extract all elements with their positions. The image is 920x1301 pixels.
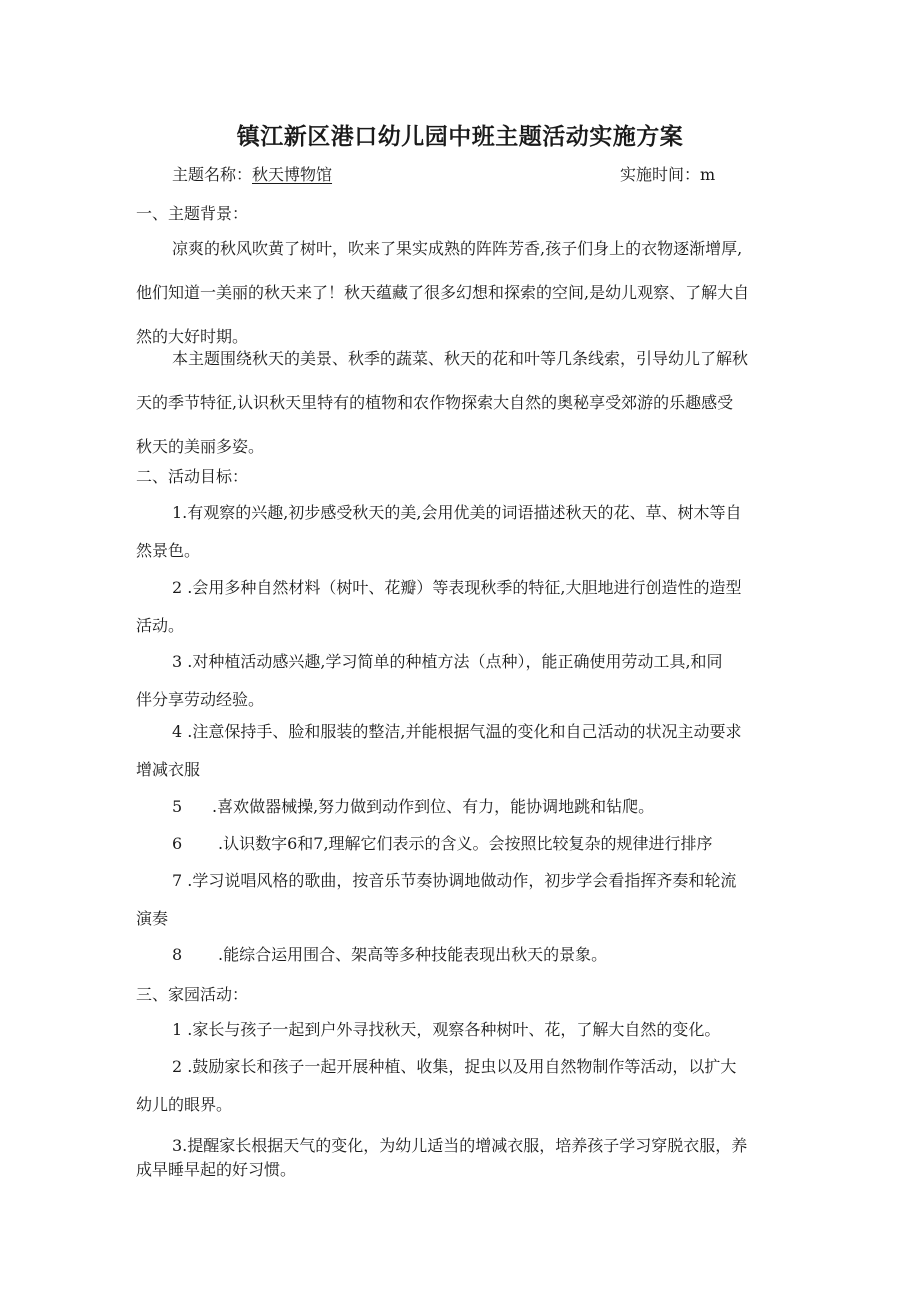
paragraph-line: 幼儿的眼界。	[136, 1095, 233, 1114]
theme-name-label: 主题名称：	[172, 165, 253, 184]
paragraph-line: 然景色。	[136, 541, 201, 560]
paragraph-line: 7 .学习说唱风格的歌曲，按音乐节奏协调地做动作，初步学会看指挥齐奏和轮流	[172, 871, 737, 890]
section-heading-goals: 二、活动目标：	[136, 467, 249, 486]
goal-item-3	[136, 651, 792, 711]
background-paragraph-2	[136, 348, 792, 458]
paragraph-line: 然的大好时期。	[136, 327, 249, 346]
section-heading-home: 三、家园活动：	[136, 985, 249, 1004]
paragraph-line: .能综合运用围合、架高等多种技能表现出秋天的景象。	[218, 945, 608, 964]
section-heading-background: 一、主题背景：	[136, 204, 249, 223]
theme-name-row	[172, 164, 332, 186]
paragraph-line: 秋天的美丽多姿。	[136, 437, 265, 456]
home-item-1	[136, 1019, 792, 1041]
paragraph-line: .认识数字6和7,理解它们表示的含义。会按照比较复杂的规律进行排序	[218, 834, 713, 853]
goal-item-1	[136, 502, 792, 562]
paragraph-line: 演奏	[136, 909, 169, 928]
item-number: 5	[172, 797, 183, 816]
goal-item-5	[136, 796, 792, 818]
paragraph-line: 3.提醒家长根据天气的变化，为幼儿适当的增减衣服，培养孩子学习穿脱衣服，养	[172, 1136, 748, 1155]
background-paragraph-1	[136, 238, 792, 348]
paragraph-line: 成早睡早起的好习惯。	[136, 1160, 297, 1179]
paragraph-line: 3 .对种植活动感兴趣,学习简单的种植方法（点种），能正确使用劳动工具,和同	[172, 652, 723, 671]
paragraph-line: 2 .会用多种自然材料（树叶、花瓣）等表现秋季的特征,大胆地进行创造性的造型	[172, 578, 742, 597]
item-number: 6	[172, 834, 183, 853]
paragraph-line: 1 .家长与孩子一起到户外寻找秋天，观察各种树叶、花，了解大自然的变化。	[172, 1020, 721, 1039]
paragraph-line: 2 .鼓励家长和孩子一起开展种植、收集，捉虫以及用自然物制作等活动，以扩大	[172, 1057, 737, 1076]
goal-item-8	[136, 944, 792, 966]
goal-item-2	[136, 577, 792, 637]
document-title: 镇江新区港口幼儿园中班主题活动实施方案	[236, 124, 684, 150]
goal-item-6	[136, 833, 792, 855]
goal-item-7	[136, 870, 792, 930]
item-number: 8	[172, 945, 183, 964]
implementation-time: 实施时间：m	[620, 165, 716, 184]
paragraph-line: 伴分享劳动经验。	[136, 690, 265, 709]
paragraph-line: 天的季节特征,认识秋天里特有的植物和农作物探索大自然的奥秘享受郊游的乐趣感受	[136, 393, 734, 412]
paragraph-line: 本主题围绕秋天的美景、秋季的蔬菜、秋天的花和叶等几条线索，引导幼儿了解秋	[172, 349, 749, 368]
home-item-3	[136, 1135, 792, 1181]
goal-item-4	[136, 721, 792, 781]
paragraph-line: 活动。	[136, 616, 185, 635]
home-item-2	[136, 1056, 792, 1116]
paragraph-line: 4 .注意保持手、脸和服装的整洁,并能根据气温的变化和自己活动的状况主动要求	[172, 722, 742, 741]
paragraph-line: 增减衣服	[136, 760, 201, 779]
paragraph-line: .喜欢做器械操,努力做到动作到位、有力，能协调地跳和钻爬。	[212, 797, 655, 816]
theme-name-value: 秋天博物馆	[252, 165, 333, 184]
paragraph-line: 凉爽的秋风吹黄了树叶，吹来了果实成熟的阵阵芳香,孩子们身上的衣物逐渐增厚,	[172, 239, 743, 258]
paragraph-line: 他们知道一美丽的秋天来了！秋天蕴藏了很多幻想和探索的空间,是幼儿观察、了解大自	[136, 283, 750, 302]
paragraph-line: 1.有观察的兴趣,初步感受秋天的美,会用优美的词语描述秋天的花、草、树木等自	[172, 503, 742, 522]
